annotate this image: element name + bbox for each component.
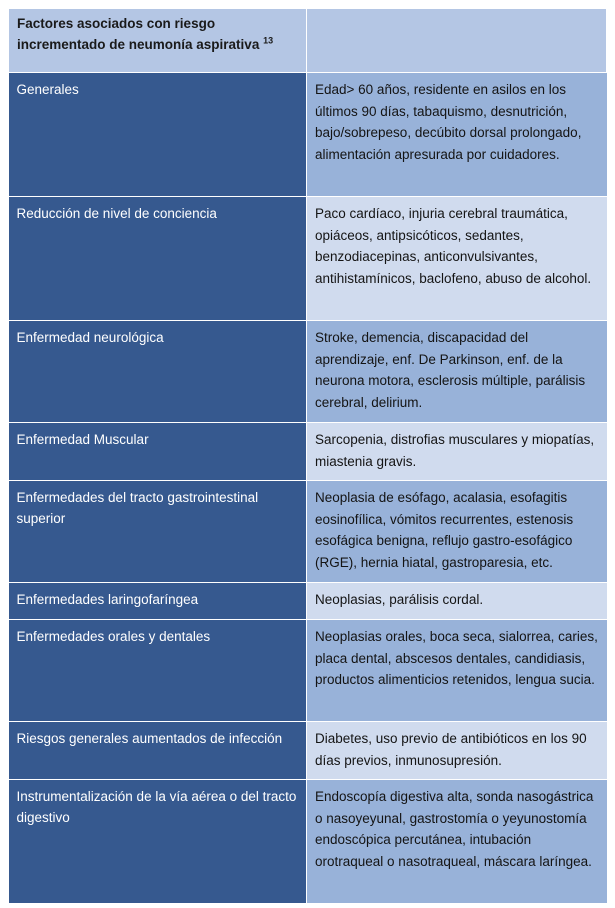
table-row xyxy=(9,73,607,197)
table-row xyxy=(9,423,607,481)
risk-factors-table xyxy=(8,8,607,904)
row-factors: Paco cardíaco, injuria cerebral traumática, opiáceos, antipsicóticos, sedantes, benzodiacepinas, anticonvulsivantes, antihistamínicos, baclofeno, abuso de alcohol. xyxy=(307,197,607,321)
row-category: Enfermedades del tracto gastrointestinal superior xyxy=(9,481,307,583)
table-row xyxy=(9,780,607,904)
row-category: Enfermedad Muscular xyxy=(9,423,307,481)
table-header-row xyxy=(9,9,607,73)
row-factors: Neoplasias orales, boca seca, sialorrea, caries, placa dental, abscesos dentales, candidiasis, productos alimenticios retenidos, lengua sucia. xyxy=(307,620,607,722)
table-row xyxy=(9,481,607,583)
table-row xyxy=(9,620,607,722)
row-category: Enfermedades laringofaríngea xyxy=(9,583,307,620)
row-category: Generales xyxy=(9,73,307,197)
table-header-title-text: Factores asociados con riesgo incrementado de neumonía aspirativa xyxy=(17,16,260,52)
row-factors: Neoplasia de esófago, acalasia, esofagitis eosinofílica, vómitos recurrentes, estenosis esofágica benigna, reflujo gastro-esofágico (RGE), hernia hiatal, gastroparesia, etc. xyxy=(307,481,607,583)
row-category: Instrumentalización de la vía aérea o del tracto digestivo xyxy=(9,780,307,904)
table-row xyxy=(9,722,607,780)
row-factors: Edad> 60 años, residente en asilos en los últimos 90 días, tabaquismo, desnutrición, bajo/sobrepeso, decúbito dorsal prolongado, alimentación apresurada por cuidadores. xyxy=(307,73,607,197)
row-factors: Sarcopenia, distrofias musculares y miopatías, miastenia gravis. xyxy=(307,423,607,481)
table-row xyxy=(9,583,607,620)
row-factors: Neoplasias, parálisis cordal. xyxy=(307,583,607,620)
row-category: Riesgos generales aumentados de infección xyxy=(9,722,307,780)
row-factors: Endoscopía digestiva alta, sonda nasogástrica o nasoyeyunal, gastrostomía o yeyunostomía endoscópica percutánea, intubación orotraqueal o nasotraqueal, máscara laríngea. xyxy=(307,780,607,904)
table-header-reference: 13 xyxy=(263,35,274,46)
row-category: Reducción de nivel de conciencia xyxy=(9,197,307,321)
row-category: Enfermedades orales y dentales xyxy=(9,620,307,722)
table-header-title xyxy=(9,9,307,73)
row-category: Enfermedad neurológica xyxy=(9,321,307,423)
row-factors: Stroke, demencia, discapacidad del aprendizaje, enf. De Parkinson, enf. de la neurona motora, esclerosis múltiple, parálisis cerebral, delirium. xyxy=(307,321,607,423)
table-header-empty-cell xyxy=(307,9,607,73)
table-row xyxy=(9,321,607,423)
table-row xyxy=(9,197,607,321)
row-factors: Diabetes, uso previo de antibióticos en los 90 días previos, inmunosupresión. xyxy=(307,722,607,780)
